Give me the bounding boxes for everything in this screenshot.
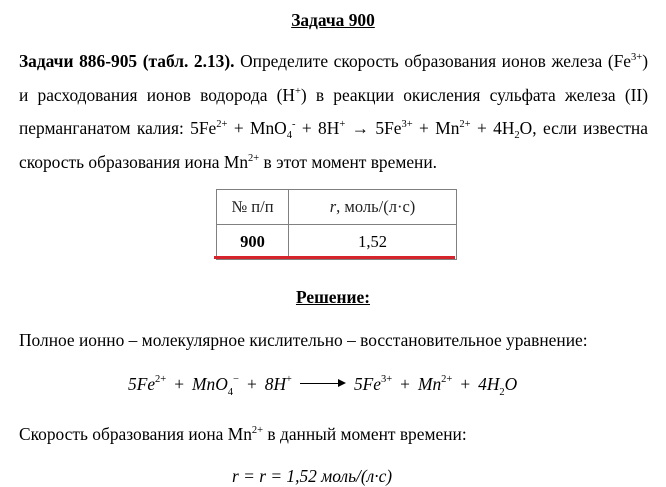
reaction-text: + 8H bbox=[295, 118, 340, 138]
eq-subscript: 4 bbox=[227, 387, 234, 398]
eq-term: 5Fe bbox=[353, 374, 381, 394]
table-underline bbox=[214, 256, 455, 259]
solution-line bbox=[19, 424, 467, 445]
data-table bbox=[216, 189, 457, 260]
page-title: Задача 900 bbox=[291, 10, 375, 30]
subscript: 4 bbox=[286, 130, 292, 141]
charge: - bbox=[291, 119, 296, 130]
eq-term: Mn bbox=[417, 374, 442, 394]
charge: 3+ bbox=[401, 119, 413, 130]
problem-text: ) в реакции окисления сульфата железа (II) перманганатом калия: 5Fe bbox=[19, 84, 648, 138]
reaction-arrow-icon bbox=[300, 383, 346, 385]
table-header-row bbox=[217, 190, 457, 225]
problem-text: ) и расходования ионов водорода (H bbox=[19, 51, 648, 105]
charge: 2+ bbox=[216, 119, 228, 130]
problem-label: Задачи 886-905 (табл. 2.13). bbox=[19, 51, 235, 71]
eq-term: MnO bbox=[192, 374, 228, 394]
eq-charge: 3+ bbox=[381, 374, 393, 385]
solution-text: в данный момент времени: bbox=[263, 424, 467, 444]
charge: 2+ bbox=[459, 119, 471, 130]
problem-statement bbox=[19, 45, 648, 179]
charge: + bbox=[339, 119, 346, 130]
rate-units: , моль/(л·с) bbox=[336, 197, 416, 216]
eq-subscript: 2 bbox=[499, 387, 505, 398]
reaction-text: O, bbox=[519, 118, 537, 138]
eq-charge: − bbox=[233, 374, 239, 385]
row-value: 1,52 bbox=[289, 225, 457, 260]
solution-text: Скорость образования иона Mn bbox=[19, 424, 252, 444]
problem-text: в этот момент времени. bbox=[259, 151, 438, 172]
charge: + bbox=[294, 85, 301, 97]
eq-charge: 2+ bbox=[155, 374, 167, 385]
header-rate bbox=[289, 190, 457, 225]
rate-symbol: r bbox=[329, 197, 337, 216]
header-number: № п/п bbox=[217, 190, 289, 225]
solution-line: Полное ионно – молекулярное кислительно – восстановительное уравнение: bbox=[19, 330, 588, 350]
eq-plus: + bbox=[246, 374, 257, 394]
ionic-equation bbox=[128, 374, 517, 398]
eq-plus: + bbox=[460, 374, 471, 394]
reaction-text: + MnO bbox=[227, 118, 287, 138]
problem-text: если известна скорость образования иона Mn bbox=[19, 118, 648, 172]
eq-term: 4H bbox=[478, 374, 500, 394]
eq-charge: 2+ bbox=[441, 374, 453, 385]
reaction-text: + Mn bbox=[412, 118, 460, 138]
eq-term: 8H bbox=[264, 374, 287, 394]
eq-plus: + bbox=[174, 374, 185, 394]
charge: 3+ bbox=[631, 52, 643, 63]
reaction-text: + 4H bbox=[470, 118, 515, 138]
eq-plus: + bbox=[400, 374, 410, 394]
eq-charge: + bbox=[286, 374, 292, 385]
problem-text: Определите скорость образования ионов железа (Fe bbox=[234, 51, 632, 71]
table-row bbox=[217, 225, 457, 260]
eq-term: 5Fe bbox=[128, 374, 156, 394]
rate-formula: r = r = 1,52 моль/(л·с) bbox=[232, 466, 393, 486]
reaction-text: → 5Fe bbox=[345, 118, 402, 138]
eq-term: O bbox=[504, 374, 518, 394]
subscript: 2 bbox=[514, 130, 520, 141]
solution-title: Решение: bbox=[295, 287, 371, 307]
charge: 2+ bbox=[248, 152, 260, 164]
row-number: 900 bbox=[217, 225, 289, 260]
charge: 2+ bbox=[251, 425, 264, 436]
